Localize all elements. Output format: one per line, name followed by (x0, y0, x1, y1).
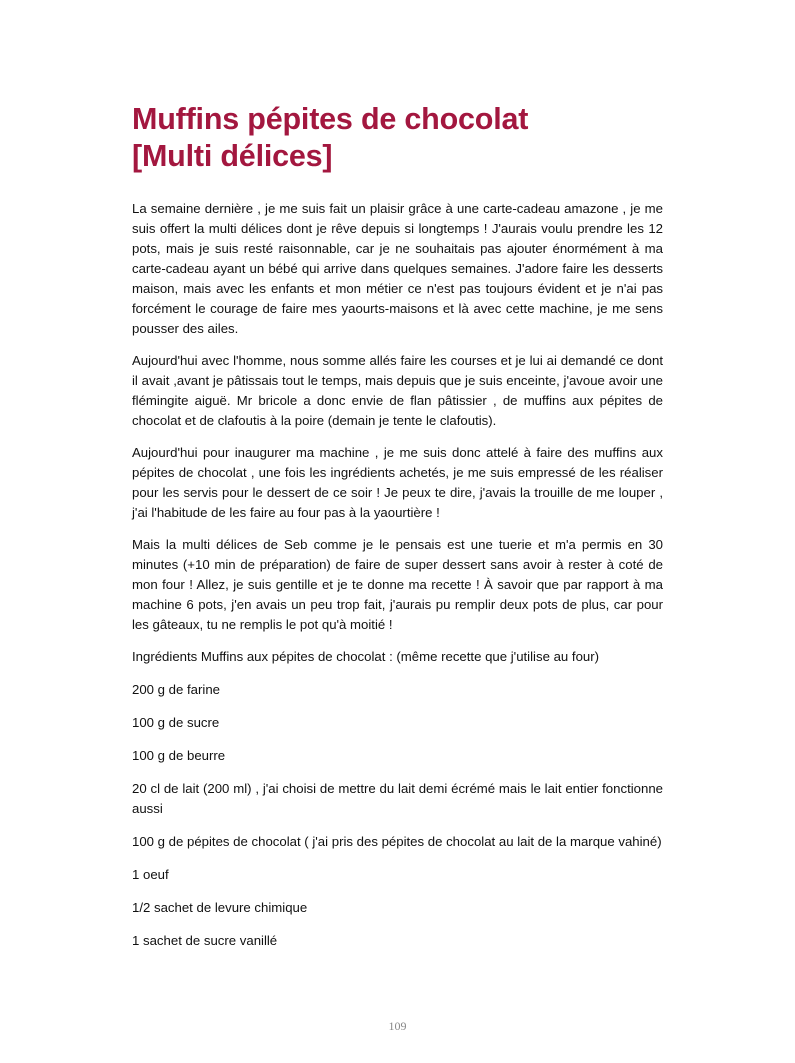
paragraph-3: Aujourd'hui pour inaugurer ma machine , je me suis donc attelé à faire des muffins aux pépites de chocolat , une fois les ingrédients achetés, je me suis empressé de les réaliser pour les servis pour le dessert de ce soir ! Je peux te dire, j'avais la trouille de me louper , j'ai l'habitude de les faire au four pas à la yaourtière ! (132, 445, 663, 520)
ingredient-item: 1/2 sachet de levure chimique (132, 900, 308, 915)
ingredient-item: 1 oeuf (132, 867, 169, 882)
ingredient-item: 20 cl de lait (200 ml) , j'ai choisi de mettre du lait demi écrémé mais le lait entier fonctionne aussi (132, 781, 663, 816)
ingredients-heading: Ingrédients Muffins aux pépites de chocolat : (même recette que j'utilise au four) (132, 649, 600, 664)
ingredient-item: 100 g de sucre (132, 715, 220, 730)
ingredient-item: 100 g de beurre (132, 748, 226, 763)
title-line-2: [Multi délices] (132, 139, 333, 173)
ingredient-item: 100 g de pépites de chocolat ( j'ai pris des pépites de chocolat au lait de la marque vahiné) (132, 834, 662, 849)
ingredient-item: 200 g de farine (132, 682, 220, 697)
page-title (132, 101, 663, 175)
title-line-1: Muffins pépites de chocolat (132, 102, 529, 136)
paragraph-1: La semaine dernière , je me suis fait un plaisir grâce à une carte-cadeau amazone , je me suis offert la multi délices dont je rêve depuis si longtemps ! J'aurais voulu prendre les 12 pots, mais je suis resté raisonnable, car je ne souhaitais pas ajouter énormément à ma carte-cadeau ayant un bébé qui arrive dans quelques semaines. J'adore faire les desserts maison, mais avec les enfants et mon métier ce n'est pas toujours évident et je n'ai pas forcément le courage de faire mes yaourts-maisons et là avec cette machine, je me sens pousser des ailes. (132, 201, 663, 336)
page-number: 109 (388, 1019, 407, 1033)
page-content (132, 101, 663, 964)
ingredient-item: 1 sachet de sucre vanillé (132, 933, 278, 948)
paragraph-2: Aujourd'hui avec l'homme, nous somme allés faire les courses et je lui ai demandé ce dont il avait ,avant je pâtissais tout le temps, mais depuis que je suis enceinte, j'avoue avoir une flémingite aiguë. Mr bricole a donc envie de flan pâtissier , de muffins aux pépites de chocolat et de clafoutis à la poire (demain je tente le clafoutis). (132, 353, 663, 428)
paragraph-4: Mais la multi délices de Seb comme je le pensais est une tuerie et m'a permis en 30 minutes (+10 min de préparation) de faire de super dessert sans avoir à rester à coté de mon four ! Allez, je suis gentille et je te donne ma recette ! À savoir que par rapport à ma machine 6 pots, j'en avais un peu trop fait, j'aurais pu remplir deux pots de plus, car pour les gâteaux, tu ne remplis le pot qu'à moitié ! (132, 537, 663, 632)
